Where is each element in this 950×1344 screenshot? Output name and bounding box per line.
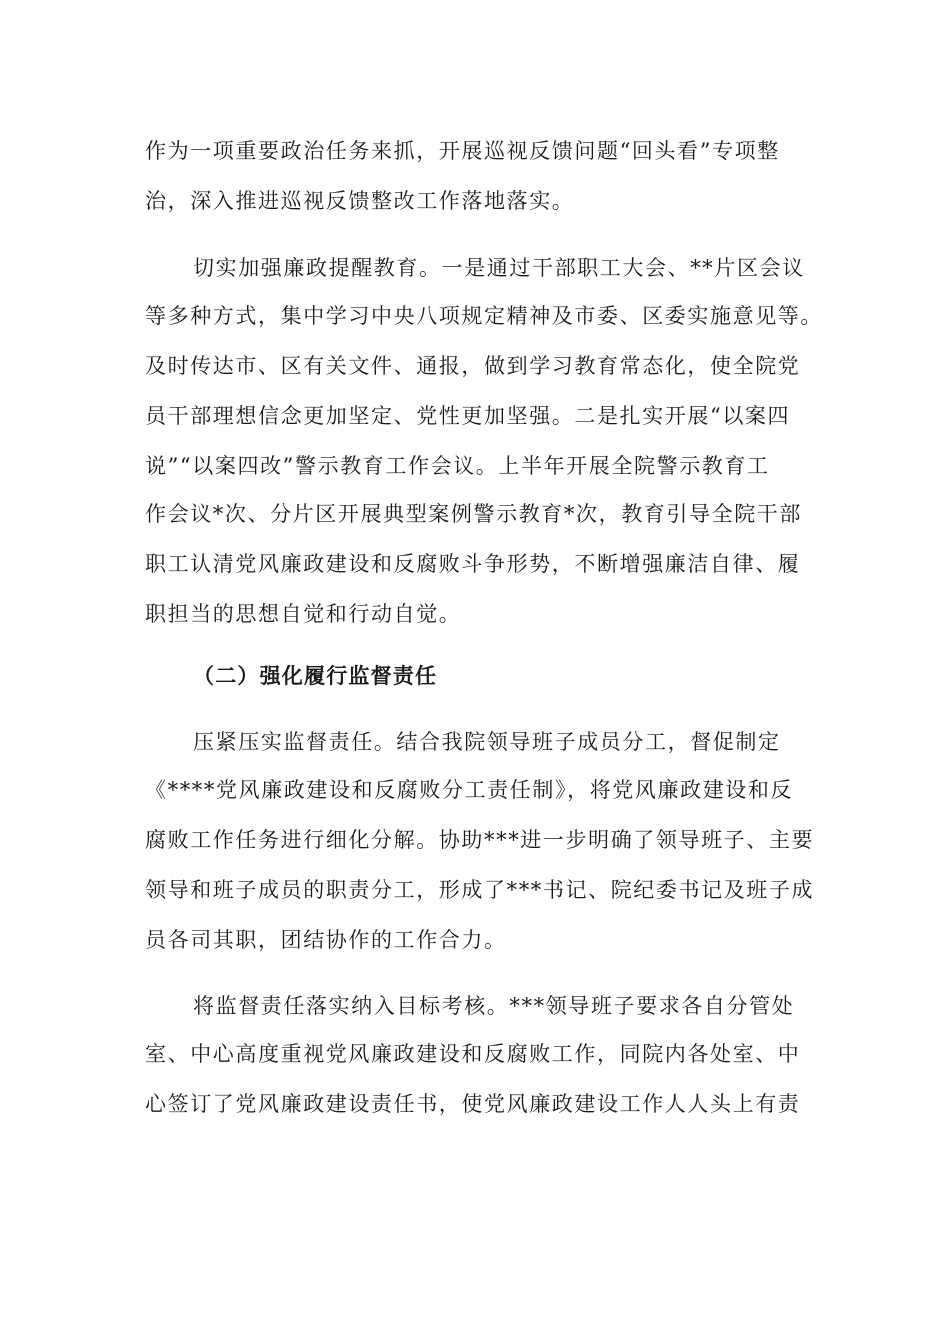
paragraph-2-line-2: 等多种方式，集中学习中央八项规定精神及市委、区委实施意见等。 xyxy=(145,304,823,328)
paragraph-3-line-5: 员各司其职，团结协作的工作合力。 xyxy=(145,928,507,952)
paragraph-2-line-7: 职工认清党风廉政建设和反腐败斗争形势，不断增强廉洁自律、履 xyxy=(145,552,801,576)
paragraph-2-line-3: 及时传达市、区有关文件、通报，做到学习教育常态化，使全院党 xyxy=(145,354,801,378)
paragraph-3-line-1: 压紧压实监督责任。结合我院领导班子成员分工，督促制定 xyxy=(193,730,781,754)
paragraph-3-line-4: 领导和班子成员的职责分工，形成了***书记、院纪委书记及班子成 xyxy=(145,878,815,902)
paragraph-2-line-8: 职担当的思想自觉和行动自觉。 xyxy=(145,602,462,626)
section-heading: （二）强化履行监督责任 xyxy=(193,664,438,688)
paragraph-2-line-5: 说”“以案四改”警示教育工作会议。上半年开展全院警示教育工 xyxy=(145,454,770,478)
paragraph-2-line-4: 员干部理想信念更加坚定、党性更加坚强。二是扎实开展“以案四 xyxy=(145,404,791,428)
paragraph-2-line-1: 切实加强廉政提醒教育。一是通过干部职工大会、**片区会议 xyxy=(193,256,805,280)
paragraph-1-line-2: 治，深入推进巡视反馈整改工作落地落实。 xyxy=(145,189,575,213)
paragraph-4-line-1: 将监督责任落实纳入目标考核。***领导班子要求各自分管处 xyxy=(193,994,795,1018)
paragraph-4-line-2: 室、中心高度重视党风廉政建设和反腐败工作，同院内各处室、中 xyxy=(145,1042,801,1066)
paragraph-3-line-2: 《****党风廉政建设和反腐败分工责任制》，将党风廉政建设和反 xyxy=(145,778,794,802)
paragraph-1-line-1: 作为一项重要政治任务来抓，开展巡视反馈问题“回头看”专项整 xyxy=(145,139,780,163)
paragraph-3-line-3: 腐败工作任务进行细化分解。协助***进一步明确了领导班子、主要 xyxy=(145,828,815,852)
paragraph-2-line-6: 作会议*次、分片区开展典型案例警示教育*次，教育引导全院干部 xyxy=(145,502,802,526)
paragraph-4-line-3: 心签订了党风廉政建设责任书，使党风廉政建设工作人人头上有责 xyxy=(145,1092,801,1116)
